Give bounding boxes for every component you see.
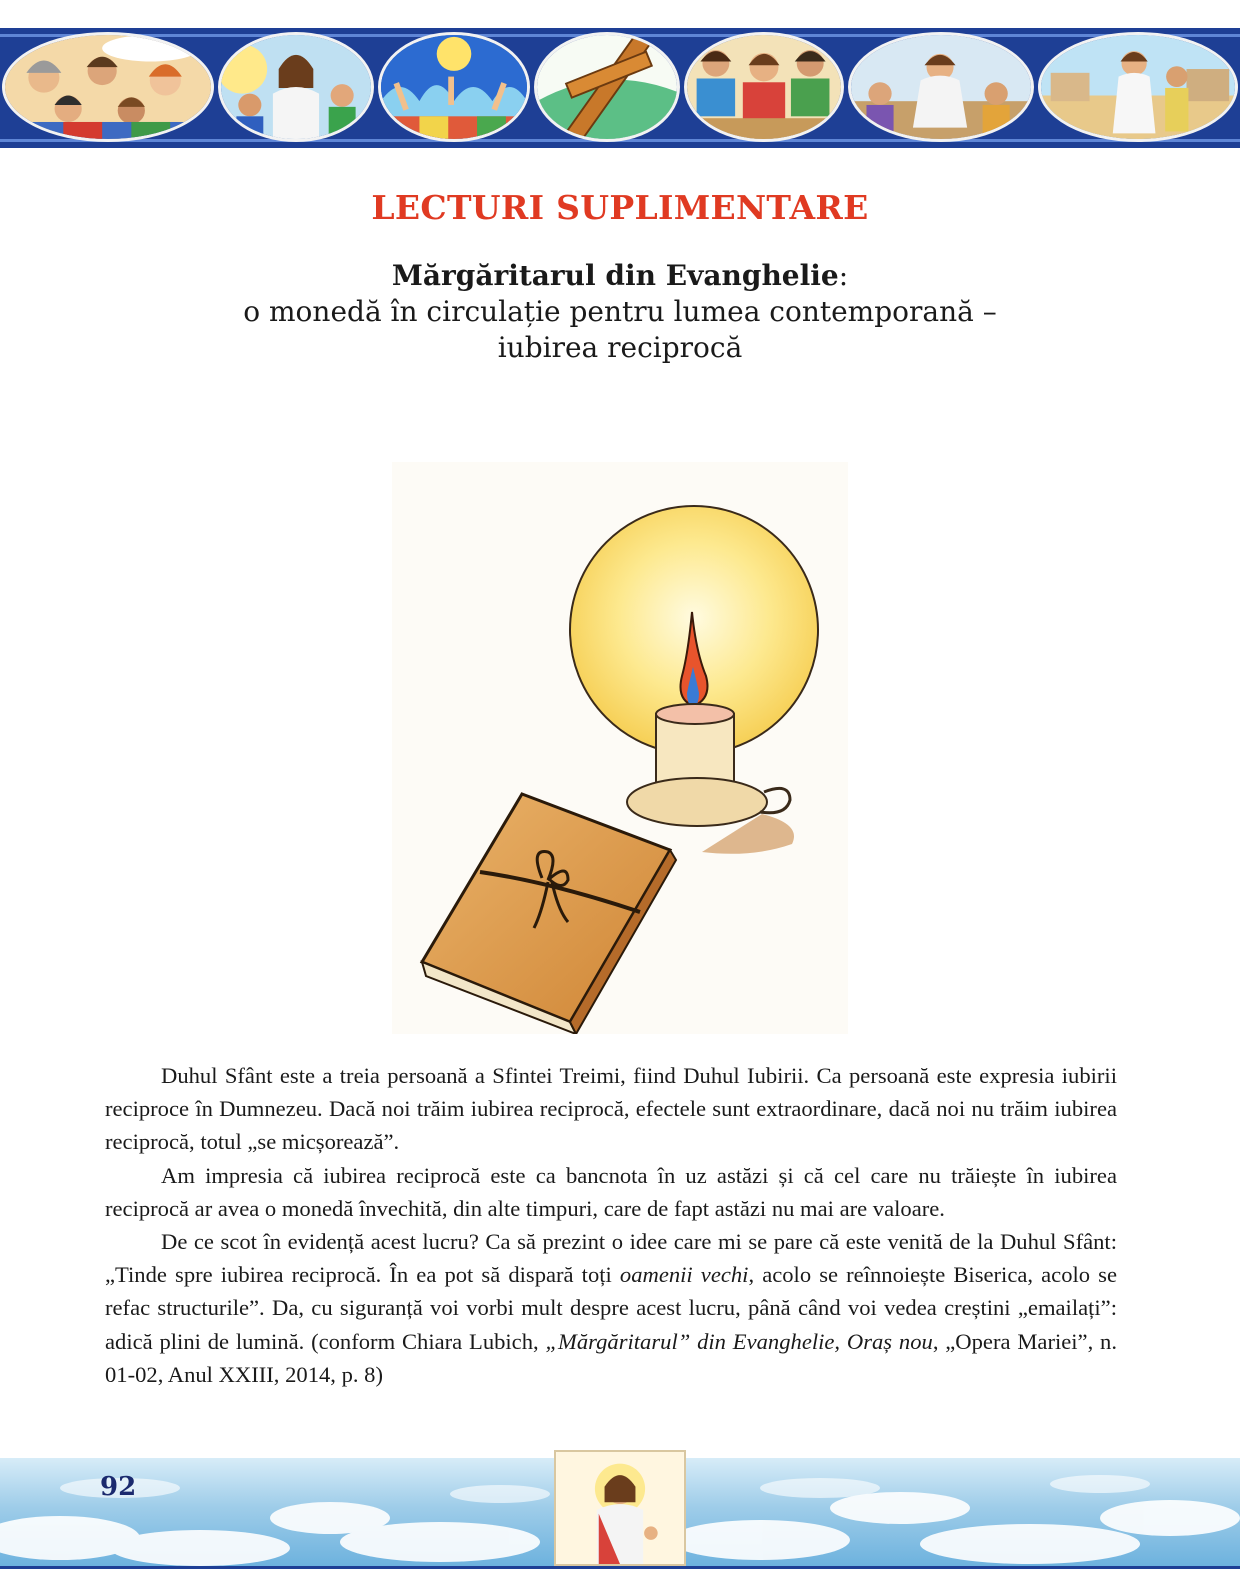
citation-title: „Mărgăritarul” din Evanghelie, Oraș nou bbox=[545, 1328, 933, 1354]
subtitle bbox=[0, 258, 1240, 366]
body-text bbox=[105, 1059, 1117, 1391]
paragraph-3 bbox=[105, 1225, 1117, 1391]
jesus-icon bbox=[554, 1450, 686, 1566]
paragraph-3-italic: oamenii vechi bbox=[619, 1262, 749, 1288]
paragraph-3-part-b: , acolo se reînnoiește Biserica, acolo se refac structurile”. Da, cu siguranță voi vorbi mult despre acest lucru, până când voi vedea creștini „emailați”: adică plini de lumină. (conform Chiara Lubich, bbox=[105, 1262, 1117, 1354]
paragraph-3-part-a: De ce scot în evidență acest lucru? Ca să prezint o idee care mi se pare că este venită de la Duhul Sfânt: „Tinde spre iubirea reciprocă. În ea pot să dispară toți bbox=[105, 1229, 1117, 1288]
crowd-praising-icon bbox=[378, 32, 530, 142]
jesus-teaching-icon bbox=[848, 32, 1034, 142]
jesus-with-children-icon bbox=[218, 32, 374, 142]
subtitle-colon: : bbox=[838, 259, 849, 292]
last-supper-icon bbox=[684, 32, 844, 142]
subtitle-line-3: iubirea reciprocă bbox=[497, 331, 743, 364]
jesus-walking-icon bbox=[1038, 32, 1238, 142]
cross-icon bbox=[534, 32, 680, 142]
section-title: LECTURI SUPLIMENTARE bbox=[371, 188, 869, 227]
family-gathering-icon bbox=[2, 32, 214, 142]
top-banner bbox=[0, 28, 1240, 148]
subtitle-line-1 bbox=[0, 258, 1240, 294]
paragraph-1: Duhul Sfânt este a treia persoană a Sfintei Treimi, fiind Duhul Iubirii. Ca persoană este expresia iubirii reciproce în Dumnezeu. Dacă noi trăim iubirea reciprocă, efectele sunt extraordinare, dacă noi nu trăim iubirea reciprocă, totul „se micșorează”. bbox=[105, 1063, 1117, 1155]
subtitle-line-2: o monedă în circulație pentru lumea contemporană – bbox=[243, 295, 997, 328]
subtitle-title: Mărgăritarul din Evanghelie bbox=[391, 259, 839, 292]
page-number: 92 bbox=[100, 1472, 137, 1502]
paragraph-2: Am impresia că iubirea reciprocă este ca bancnota în uz astăzi și că cel care nu trăiește în iubirea reciprocă ar avea o monedă învechită, din alte timpuri, care de fapt astăzi nu mai are valoare. bbox=[105, 1162, 1117, 1221]
paragraph-3-part-c: , „Opera Mariei”, n. 01-02, Anul XXIII, 2014, p. 8) bbox=[105, 1328, 1117, 1387]
bottom-rule bbox=[0, 1566, 1240, 1569]
candle-and-bible-icon bbox=[392, 462, 848, 1034]
